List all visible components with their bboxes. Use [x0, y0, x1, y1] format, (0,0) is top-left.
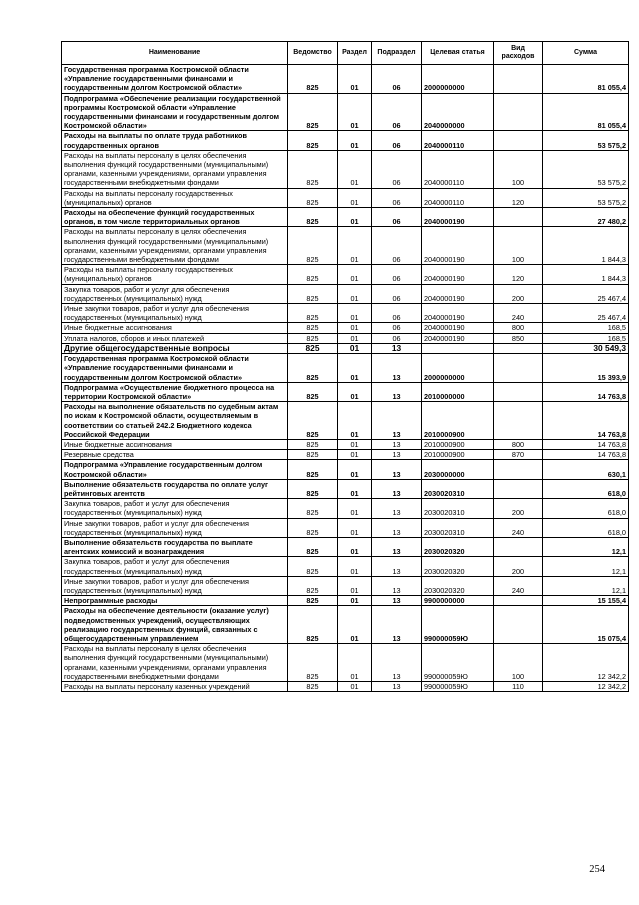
cell-statia: 990000059Ю: [422, 606, 494, 644]
cell-statia: 990000059Ю: [422, 644, 494, 682]
cell-name: Государственная программа Костромской области «Управление государственными финансами и государственным долгом Костромской области»: [62, 354, 288, 383]
cell-podrazdel: 06: [372, 188, 422, 207]
cell-razdel: 01: [338, 208, 372, 227]
cell-statia: 2000000000: [422, 65, 494, 94]
cell-name: Закупка товаров, работ и услуг для обеспечения государственных (муниципальных) нужд: [62, 284, 288, 303]
cell-vedomstvo: 825: [288, 450, 338, 460]
cell-statia: 2040000000: [422, 93, 494, 131]
cell-vid: 100: [494, 150, 543, 188]
cell-razdel: 01: [338, 131, 372, 150]
cell-podrazdel: 13: [372, 537, 422, 556]
cell-summa: 168,5: [543, 323, 629, 333]
cell-statia: 2040000190: [422, 284, 494, 303]
cell-vid: 240: [494, 576, 543, 595]
cell-podrazdel: 13: [372, 402, 422, 440]
table-row: [62, 479, 629, 498]
cell-name: Расходы на выплаты персоналу государственных (муниципальных) органов: [62, 188, 288, 207]
cell-podrazdel: 06: [372, 304, 422, 323]
table-row: [62, 93, 629, 131]
cell-vid: 870: [494, 450, 543, 460]
cell-razdel: 01: [338, 644, 372, 682]
cell-summa: 15 075,4: [543, 606, 629, 644]
cell-razdel: 01: [338, 460, 372, 479]
cell-statia: 2040000110: [422, 150, 494, 188]
cell-summa: 25 467,4: [543, 284, 629, 303]
cell-podrazdel: 06: [372, 323, 422, 333]
budget-table: [61, 41, 629, 692]
cell-name: Расходы на выплаты по оплате труда работников государственных органов: [62, 131, 288, 150]
table-row: [62, 537, 629, 556]
cell-summa: 12 342,2: [543, 682, 629, 692]
cell-podrazdel: 06: [372, 333, 422, 343]
cell-name: Расходы на выплаты персоналу казенных учреждений: [62, 682, 288, 692]
cell-vid: [494, 460, 543, 479]
cell-vid: [494, 93, 543, 131]
table-row: [62, 65, 629, 94]
table-row: [62, 354, 629, 383]
cell-name: Иные закупки товаров, работ и услуг для обеспечения государственных (муниципальных) нужд: [62, 518, 288, 537]
cell-vedomstvo: 825: [288, 93, 338, 131]
cell-podrazdel: 06: [372, 131, 422, 150]
cell-summa: 81 055,4: [543, 65, 629, 94]
table-row: [62, 439, 629, 449]
table-row: [62, 606, 629, 644]
cell-summa: 15 393,9: [543, 354, 629, 383]
table-row: [62, 284, 629, 303]
cell-summa: 1 844,3: [543, 227, 629, 265]
cell-vid: [494, 343, 543, 353]
cell-statia: 2040000110: [422, 188, 494, 207]
cell-vid: 120: [494, 265, 543, 284]
cell-vedomstvo: 825: [288, 333, 338, 343]
cell-razdel: 01: [338, 227, 372, 265]
table-row: [62, 518, 629, 537]
cell-name: Расходы на выплаты персоналу государственных (муниципальных) органов: [62, 265, 288, 284]
cell-summa: 14 763,8: [543, 402, 629, 440]
cell-vid: 200: [494, 284, 543, 303]
cell-razdel: 01: [338, 265, 372, 284]
column-header-podrazdel: Подраздел: [372, 42, 422, 65]
cell-summa: 12,1: [543, 537, 629, 556]
cell-statia: 2010000000: [422, 382, 494, 401]
cell-name: Подпрограмма «Обеспечение реализации государственной программы Костромской области «Управление государственными финансами и государственным долгом Костромской области»: [62, 93, 288, 131]
table-row: [62, 150, 629, 188]
cell-vid: [494, 354, 543, 383]
cell-name: Подпрограмма «Управление государственным долгом Костромской области»: [62, 460, 288, 479]
cell-statia: 2030020310: [422, 499, 494, 518]
cell-vid: 100: [494, 227, 543, 265]
table-row: [62, 323, 629, 333]
cell-vid: 240: [494, 304, 543, 323]
cell-summa: 14 763,8: [543, 382, 629, 401]
cell-razdel: 01: [338, 576, 372, 595]
cell-vedomstvo: 825: [288, 606, 338, 644]
cell-podrazdel: 06: [372, 93, 422, 131]
cell-podrazdel: 13: [372, 499, 422, 518]
cell-podrazdel: 13: [372, 439, 422, 449]
table-row: [62, 576, 629, 595]
table-row: [62, 644, 629, 682]
cell-vedomstvo: 825: [288, 323, 338, 333]
table-row: [62, 333, 629, 343]
cell-name: Подпрограмма «Осуществление бюджетного процесса на территории Костромской области»: [62, 382, 288, 401]
cell-podrazdel: 13: [372, 557, 422, 576]
cell-podrazdel: 13: [372, 644, 422, 682]
column-header-summa: Сумма: [543, 42, 629, 65]
cell-podrazdel: 06: [372, 284, 422, 303]
table-row: [62, 188, 629, 207]
cell-statia: 2030020320: [422, 576, 494, 595]
cell-summa: 1 844,3: [543, 265, 629, 284]
cell-podrazdel: 06: [372, 208, 422, 227]
cell-podrazdel: 13: [372, 479, 422, 498]
cell-vid: [494, 596, 543, 606]
cell-statia: 2040000190: [422, 304, 494, 323]
cell-vedomstvo: 825: [288, 354, 338, 383]
cell-vedomstvo: 825: [288, 537, 338, 556]
cell-vedomstvo: 825: [288, 402, 338, 440]
column-header-razdel: Раздел: [338, 42, 372, 65]
cell-name: Расходы на выплаты персоналу в целях обеспечения выполнения функций государственными (муниципальными) органами, казенными учреждениями, органами управления государственными внебюджетными фондами: [62, 644, 288, 682]
cell-summa: 81 055,4: [543, 93, 629, 131]
cell-name: Иные бюджетные ассигнования: [62, 439, 288, 449]
cell-razdel: 01: [338, 354, 372, 383]
cell-vedomstvo: 825: [288, 557, 338, 576]
cell-summa: 618,0: [543, 518, 629, 537]
cell-summa: 618,0: [543, 479, 629, 498]
cell-summa: 14 763,8: [543, 450, 629, 460]
cell-vedomstvo: 825: [288, 188, 338, 207]
cell-name: Расходы на выплаты персоналу в целях обеспечения выполнения функций государственными (муниципальными) органами, казенными учреждениями, органами управления государственными внебюджетными фондами: [62, 227, 288, 265]
cell-name: Иные закупки товаров, работ и услуг для обеспечения государственных (муниципальных) нужд: [62, 576, 288, 595]
cell-razdel: 01: [338, 284, 372, 303]
cell-podrazdel: 13: [372, 382, 422, 401]
cell-vedomstvo: 825: [288, 227, 338, 265]
cell-vedomstvo: 825: [288, 343, 338, 353]
cell-razdel: 01: [338, 304, 372, 323]
cell-vid: 240: [494, 518, 543, 537]
cell-podrazdel: 06: [372, 265, 422, 284]
cell-vid: [494, 131, 543, 150]
cell-vedomstvo: 825: [288, 208, 338, 227]
cell-vid: [494, 402, 543, 440]
cell-name: Резервные средства: [62, 450, 288, 460]
cell-name: Расходы на выплаты персоналу в целях обеспечения выполнения функций государственными (муниципальными) органами, казенными учреждениями, органами управления государственными внебюджетными фондами: [62, 150, 288, 188]
cell-summa: 12,1: [543, 557, 629, 576]
cell-razdel: 01: [338, 323, 372, 333]
cell-razdel: 01: [338, 188, 372, 207]
cell-vid: [494, 479, 543, 498]
cell-statia: 2030020310: [422, 518, 494, 537]
cell-podrazdel: 13: [372, 596, 422, 606]
cell-razdel: 01: [338, 537, 372, 556]
cell-razdel: 01: [338, 682, 372, 692]
cell-vedomstvo: 825: [288, 518, 338, 537]
cell-vedomstvo: 825: [288, 682, 338, 692]
cell-statia: 2040000190: [422, 227, 494, 265]
cell-podrazdel: 06: [372, 65, 422, 94]
cell-summa: 630,1: [543, 460, 629, 479]
cell-vedomstvo: 825: [288, 576, 338, 595]
cell-vedomstvo: 825: [288, 499, 338, 518]
cell-vid: 100: [494, 644, 543, 682]
table-row: [62, 557, 629, 576]
cell-statia: [422, 343, 494, 353]
column-header-statia: Целевая статья: [422, 42, 494, 65]
cell-podrazdel: 06: [372, 150, 422, 188]
cell-vedomstvo: 825: [288, 65, 338, 94]
cell-summa: 53 575,2: [543, 150, 629, 188]
cell-razdel: 01: [338, 479, 372, 498]
table-row: [62, 227, 629, 265]
table-row: [62, 265, 629, 284]
cell-statia: 2000000000: [422, 354, 494, 383]
table-row: [62, 450, 629, 460]
cell-statia: 2010000900: [422, 439, 494, 449]
cell-vedomstvo: 825: [288, 265, 338, 284]
table-row: [62, 131, 629, 150]
cell-name: Другие общегосударственные вопросы: [62, 343, 288, 353]
cell-statia: 2040000190: [422, 323, 494, 333]
cell-razdel: 01: [338, 402, 372, 440]
cell-summa: 53 575,2: [543, 131, 629, 150]
cell-summa: 30 549,3: [543, 343, 629, 353]
table-row: [62, 596, 629, 606]
cell-summa: 14 763,8: [543, 439, 629, 449]
cell-vid: 120: [494, 188, 543, 207]
cell-vid: [494, 537, 543, 556]
cell-statia: 990000059Ю: [422, 682, 494, 692]
cell-vedomstvo: 825: [288, 304, 338, 323]
cell-vedomstvo: 825: [288, 382, 338, 401]
cell-vid: 200: [494, 557, 543, 576]
cell-vid: 110: [494, 682, 543, 692]
cell-razdel: 01: [338, 382, 372, 401]
cell-razdel: 01: [338, 596, 372, 606]
cell-name: Расходы на обеспечение деятельности (оказание услуг) подведомственных учреждений, осуществляющих реализацию государственных функций, связанных с общегосударственным управлением: [62, 606, 288, 644]
table-row: [62, 343, 629, 353]
cell-vedomstvo: 825: [288, 644, 338, 682]
cell-vedomstvo: 825: [288, 596, 338, 606]
table-row: [62, 402, 629, 440]
cell-statia: 2040000190: [422, 333, 494, 343]
cell-statia: 9900000000: [422, 596, 494, 606]
column-header-vid: Вид расходов: [494, 42, 543, 65]
cell-vedomstvo: 825: [288, 439, 338, 449]
cell-podrazdel: 13: [372, 518, 422, 537]
cell-name: Иные бюджетные ассигнования: [62, 323, 288, 333]
table-row: [62, 460, 629, 479]
cell-name: Государственная программа Костромской области «Управление государственными финансами и государственным долгом Костромской области»: [62, 65, 288, 94]
cell-summa: 618,0: [543, 499, 629, 518]
cell-summa: 168,5: [543, 333, 629, 343]
cell-vid: 850: [494, 333, 543, 343]
cell-name: Уплата налогов, сборов и иных платежей: [62, 333, 288, 343]
cell-razdel: 01: [338, 343, 372, 353]
cell-summa: 25 467,4: [543, 304, 629, 323]
cell-vedomstvo: 825: [288, 150, 338, 188]
cell-statia: 2040000190: [422, 208, 494, 227]
cell-name: Закупка товаров, работ и услуг для обеспечения государственных (муниципальных) нужд: [62, 557, 288, 576]
cell-summa: 12 342,2: [543, 644, 629, 682]
cell-razdel: 01: [338, 450, 372, 460]
cell-podrazdel: 13: [372, 354, 422, 383]
cell-podrazdel: 13: [372, 460, 422, 479]
cell-name: Выполнение обязательств государства по выплате агентских комиссий и вознаграждения: [62, 537, 288, 556]
cell-podrazdel: 13: [372, 606, 422, 644]
cell-vid: [494, 382, 543, 401]
cell-podrazdel: 13: [372, 576, 422, 595]
cell-summa: 27 480,2: [543, 208, 629, 227]
cell-razdel: 01: [338, 150, 372, 188]
table-row: [62, 208, 629, 227]
cell-statia: 2040000190: [422, 265, 494, 284]
cell-name: Расходы на выполнение обязательств по судебным актам по искам к Костромской области, осуществляемым в соответствии со статьей 242.2 Бюджетного кодекса Российской Федерации: [62, 402, 288, 440]
cell-statia: 2010000900: [422, 402, 494, 440]
cell-statia: 2030000000: [422, 460, 494, 479]
cell-razdel: 01: [338, 65, 372, 94]
cell-vedomstvo: 825: [288, 284, 338, 303]
cell-podrazdel: 06: [372, 227, 422, 265]
cell-vid: [494, 606, 543, 644]
cell-razdel: 01: [338, 439, 372, 449]
cell-name: Закупка товаров, работ и услуг для обеспечения государственных (муниципальных) нужд: [62, 499, 288, 518]
cell-summa: 15 155,4: [543, 596, 629, 606]
table-row: [62, 499, 629, 518]
cell-podrazdel: 13: [372, 450, 422, 460]
cell-razdel: 01: [338, 499, 372, 518]
cell-statia: 2030020310: [422, 479, 494, 498]
cell-razdel: 01: [338, 333, 372, 343]
cell-name: Непрограммные расходы: [62, 596, 288, 606]
cell-vedomstvo: 825: [288, 460, 338, 479]
column-header-vedomstvo: Ведомство: [288, 42, 338, 65]
cell-statia: 2030020320: [422, 537, 494, 556]
cell-razdel: 01: [338, 93, 372, 131]
cell-vid: [494, 208, 543, 227]
cell-razdel: 01: [338, 557, 372, 576]
cell-razdel: 01: [338, 606, 372, 644]
cell-summa: 53 575,2: [543, 188, 629, 207]
cell-vedomstvo: 825: [288, 131, 338, 150]
cell-podrazdel: 13: [372, 682, 422, 692]
cell-vedomstvo: 825: [288, 479, 338, 498]
cell-summa: 12,1: [543, 576, 629, 595]
cell-name: Иные закупки товаров, работ и услуг для обеспечения государственных (муниципальных) нужд: [62, 304, 288, 323]
cell-statia: 2010000900: [422, 450, 494, 460]
table-row: [62, 304, 629, 323]
cell-name: Расходы на обеспечение функций государственных органов, в том числе территориальных органов: [62, 208, 288, 227]
cell-vid: 800: [494, 439, 543, 449]
table-header-row: [62, 42, 629, 65]
cell-vid: [494, 65, 543, 94]
table-row: [62, 382, 629, 401]
cell-statia: 2040000110: [422, 131, 494, 150]
cell-name: Выполнение обязательств государства по оплате услуг рейтинговых агентств: [62, 479, 288, 498]
column-header-name: Наименование: [62, 42, 288, 65]
cell-razdel: 01: [338, 518, 372, 537]
page-number: 254: [589, 864, 605, 875]
table-row: [62, 682, 629, 692]
cell-statia: 2030020320: [422, 557, 494, 576]
cell-podrazdel: 13: [372, 343, 422, 353]
cell-vid: 200: [494, 499, 543, 518]
cell-vid: 800: [494, 323, 543, 333]
